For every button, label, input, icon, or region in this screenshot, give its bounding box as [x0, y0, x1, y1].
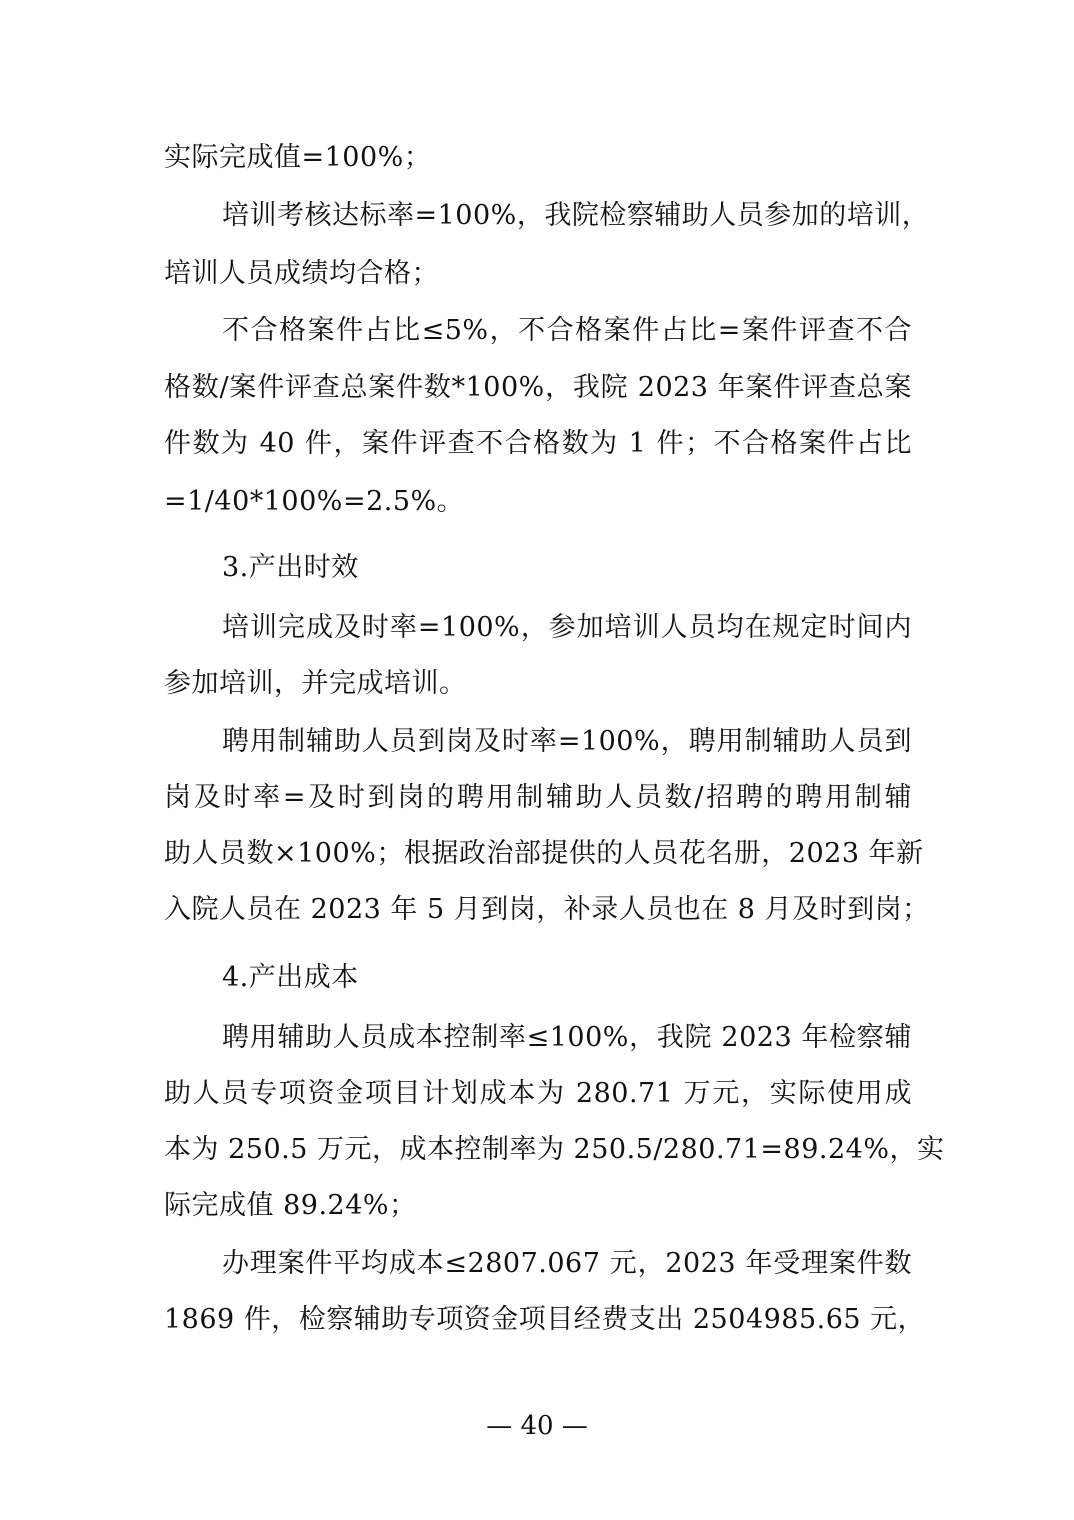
text-line-20: 办理案件平均成本≤2807.067 元，2023 年受理案件数 — [222, 1248, 912, 1279]
text-line-14: 入院人员在 2023 年 5 月到岗，补录人员也在 8 月及时到岗； — [164, 894, 930, 925]
text-line-17: 助人员专项资金项目计划成本为 280.71 万元，实际使用成 — [164, 1078, 912, 1109]
text-line-19: 际完成值 89.24%； — [164, 1190, 417, 1221]
page-number: — 40 — — [486, 1411, 588, 1441]
text-line-2: 培训考核达标率=100%，我院检察辅助人员参加的培训， — [222, 200, 930, 231]
text-line-12: 岗及时率=及时到岗的聘用制辅助人员数/招聘的聘用制辅 — [164, 782, 912, 813]
text-line-4: 不合格案件占比≤5%，不合格案件占比=案件评查不合 — [222, 315, 912, 346]
text-line-18: 本为 250.5 万元，成本控制率为 250.5/280.71=89.24%，实 — [164, 1134, 945, 1165]
text-line-9: 培训完成及时率=100%，参加培训人员均在规定时间内 — [222, 612, 912, 643]
text-line-16: 聘用辅助人员成本控制率≤100%，我院 2023 年检察辅 — [222, 1022, 912, 1053]
text-line-13: 助人员数×100%；根据政治部提供的人员花名册，2023 年新 — [164, 838, 924, 869]
text-line-11: 聘用制辅助人员到岗及时率=100%，聘用制辅助人员到 — [222, 726, 912, 757]
text-line-21: 1869 件，检察辅助专项资金项目经费支出 2504985.65 元， — [164, 1304, 926, 1335]
text-line-6: 件数为 40 件，案件评查不合格数为 1 件；不合格案件占比 — [164, 428, 912, 459]
text-line-10: 参加培训，并完成培训。 — [164, 668, 467, 699]
text-line-7: =1/40*100%=2.5%。 — [164, 486, 465, 517]
text-line-5: 格数/案件评查总案件数*100%，我院 2023 年案件评查总案 — [164, 372, 912, 403]
text-line-3: 培训人员成绩均合格； — [164, 258, 439, 289]
section-heading-4: 4.产出成本 — [222, 962, 359, 993]
text-line-1: 实际完成值=100%； — [164, 142, 432, 173]
section-heading-3: 3.产出时效 — [222, 552, 359, 583]
